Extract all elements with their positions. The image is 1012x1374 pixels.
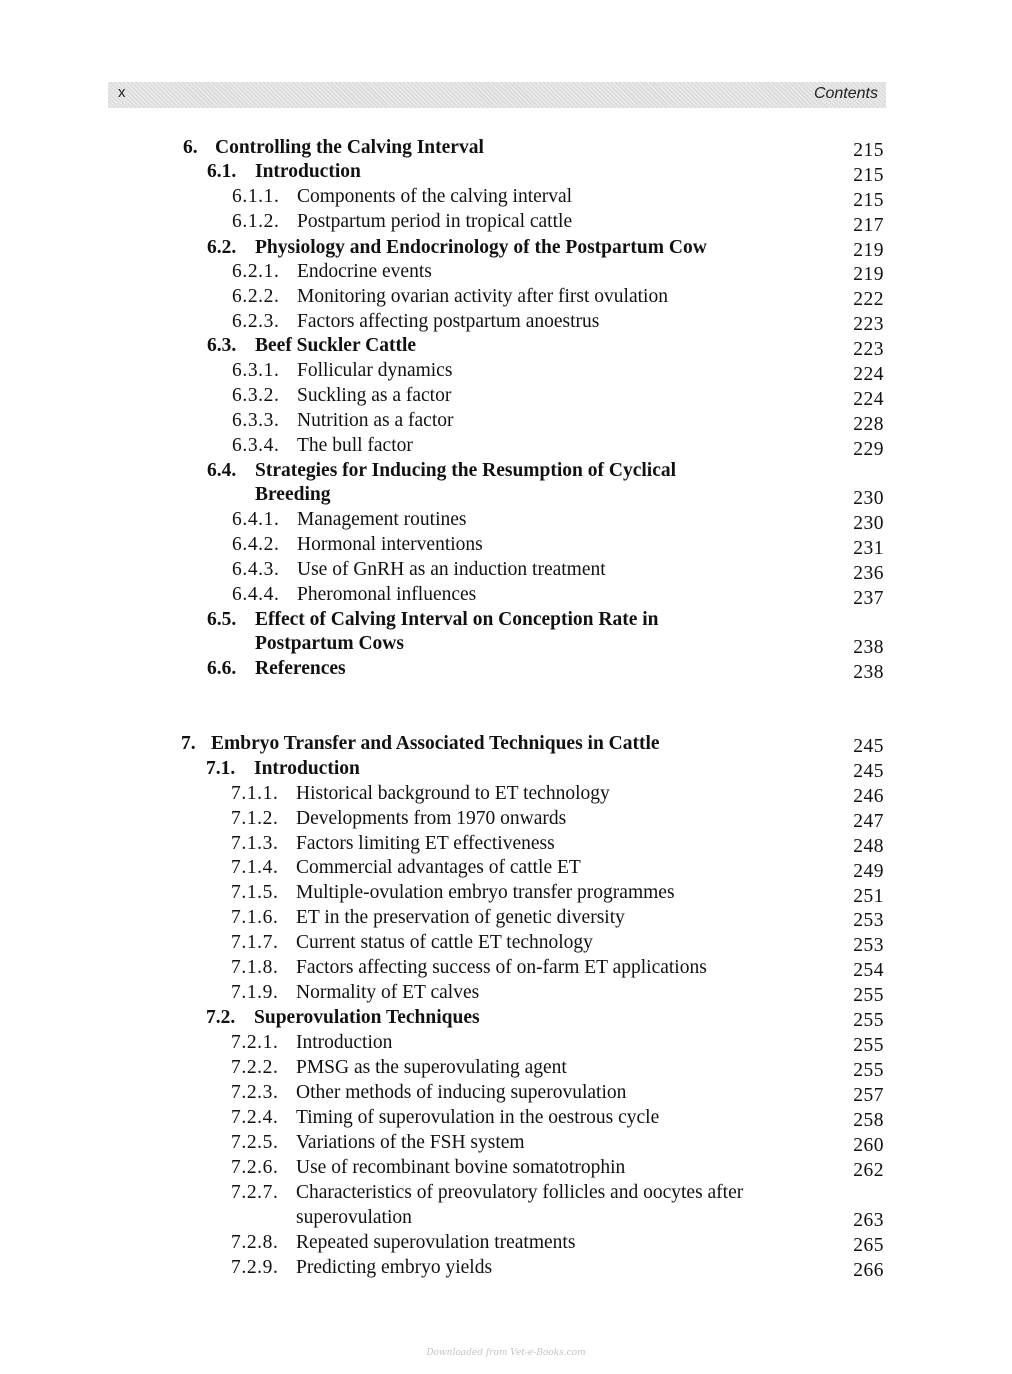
entry-number: 7.1.6. [231,907,279,928]
toc-section[interactable] [206,757,360,781]
toc-subsection[interactable] [232,533,483,557]
page-number: 237 [853,588,884,609]
entry-number: 6.2.2. [232,286,280,307]
page-number: 231 [853,538,884,559]
entry-number: 6.3. [207,335,237,356]
page-number: 255 [853,1010,884,1031]
toc-subsection[interactable] [231,832,555,856]
entry-number: 7.1.3. [231,833,279,854]
entry-title: Hormonal interventions [297,534,483,555]
entry-title: Pheromonal influences [297,584,477,605]
toc-subsection[interactable] [232,285,668,309]
page-number: 253 [853,910,884,931]
entry-number: 7.2.7. [231,1182,279,1203]
entry-title: Postpartum period in tropical cattle [297,211,573,232]
toc-section[interactable] [207,334,416,358]
entry-number: 7.2.5. [231,1132,279,1153]
toc-subsection[interactable] [232,310,599,334]
entry-title-continuation: superovulation [296,1207,412,1228]
page-number: 236 [853,563,884,584]
entry-number: 6.1.2. [232,211,280,232]
toc-subsection[interactable] [232,359,452,383]
toc-subsection[interactable] [232,434,413,458]
toc-chapter[interactable] [181,732,660,756]
entry-number: 7.1.1. [231,783,279,804]
entry-number: 6.2.1. [232,261,280,282]
entry-number: 7.1.2. [231,808,279,829]
toc-subsection[interactable] [232,210,572,234]
entry-title: Strategies for Inducing the Resumption of Cyclical [255,460,677,481]
entry-number: 7.2.3. [231,1082,279,1103]
toc-subsection[interactable] [231,1156,625,1180]
page-number: 255 [853,1060,884,1081]
page-number: 253 [853,935,884,956]
toc-subsection[interactable] [232,558,606,582]
entry-title: Other methods of inducing superovulation [296,1082,627,1103]
page-number: 229 [853,439,884,460]
page-numeral: x [118,84,126,101]
page-number: 245 [853,736,884,757]
entry-title: Effect of Calving Interval on Conception Rate in [255,609,659,630]
page-number: 222 [853,289,884,310]
entry-title: Factors affecting postpartum anoestrus [297,311,600,332]
entry-title: Developments from 1970 onwards [296,808,567,829]
page-number: 230 [853,488,884,509]
entry-number: 7.2.1. [231,1032,279,1053]
page-number: 228 [853,414,884,435]
page-number: 258 [853,1110,884,1131]
page-number: 248 [853,836,884,857]
toc-subsection[interactable] [231,856,581,880]
entry-title: Controlling the Calving Interval [215,137,484,158]
entry-title: Nutrition as a factor [297,410,454,431]
page-number: 246 [853,786,884,807]
running-head: Contents [813,85,878,102]
page-number: 265 [853,1235,884,1256]
entry-number: 6.2. [207,237,237,258]
entry-title: Repeated superovulation treatments [296,1232,576,1253]
page-number: 262 [853,1160,884,1181]
toc-subsection[interactable] [232,409,454,433]
entry-title-continuation: Postpartum Cows [255,633,404,654]
entry-number: 6.4. [207,460,237,481]
page-number: 215 [853,190,884,211]
entry-number: 6. [183,137,198,158]
entry-title: Suckling as a factor [297,385,452,406]
toc-subsection[interactable] [231,1131,525,1155]
entry-number: 6.3.1. [232,360,280,381]
entry-title: Management routines [297,509,467,530]
toc-subsection[interactable] [232,583,476,607]
toc-subsection[interactable] [231,1256,492,1280]
entry-number: 6.4.4. [232,584,280,605]
page-number: 230 [853,513,884,534]
toc-subsection[interactable] [231,931,593,955]
entry-number: 7.1.7. [231,932,279,953]
page-number: 219 [853,240,884,261]
page-number: 238 [853,637,884,658]
page-number: 217 [853,215,884,236]
entry-title: Monitoring ovarian activity after first ovulation [297,286,668,307]
entry-number: 7. [181,733,196,754]
entry-number: 7.2.4. [231,1107,279,1128]
toc-subsection[interactable] [231,981,479,1005]
entry-number: 6.1.1. [232,186,280,207]
page-number: 238 [853,662,884,683]
entry-title: Follicular dynamics [297,360,453,381]
entry-number: 6.3.3. [232,410,280,431]
entry-number: 7.2.2. [231,1057,279,1078]
toc-subsection[interactable] [232,185,572,209]
page-number: 215 [853,165,884,186]
page-number: 263 [853,1210,884,1231]
toc-section[interactable] [207,160,361,184]
entry-number: 7.2.6. [231,1157,279,1178]
entry-title: Characteristics of preovulatory follicles and oocytes after [296,1182,744,1203]
entry-number: 6.4.2. [232,534,280,555]
entry-title: Timing of superovulation in the oestrous cycle [296,1107,660,1128]
page-number: 223 [853,314,884,335]
entry-number: 6.5. [207,609,237,630]
toc-subsection[interactable] [231,1056,567,1080]
entry-number: 7.1.8. [231,957,279,978]
entry-title: Embryo Transfer and Associated Techniques in Cattle [211,733,660,754]
toc-subsection[interactable] [231,881,675,905]
entry-number: 6.3.4. [232,435,280,456]
entry-title: Components of the calving interval [297,186,573,207]
page-number: 266 [853,1260,884,1281]
entry-number: 7.2.9. [231,1257,279,1278]
toc-section[interactable] [207,608,659,632]
toc-subsection[interactable] [231,1231,575,1255]
running-header [108,82,886,108]
watermark-text: Downloaded from Vet-e-Books.com [426,1348,586,1358]
entry-title: Use of recombinant bovine somatotrophin [296,1157,626,1178]
page-number: 249 [853,861,884,882]
toc-subsection[interactable] [232,508,467,532]
page-number: 257 [853,1085,884,1106]
entry-title: Historical background to ET technology [296,783,610,804]
entry-number: 6.1. [207,161,237,182]
entry-title: Introduction [254,758,360,779]
entry-number: 6.2.3. [232,311,280,332]
toc-subsection[interactable] [231,956,707,980]
toc-subsection[interactable] [231,906,625,930]
toc-subsection[interactable] [231,807,566,831]
page-number: 247 [853,811,884,832]
entry-number: 6.3.2. [232,385,280,406]
entry-title: Multiple-ovulation embryo transfer programmes [296,882,675,903]
entry-number: 7.1.9. [231,982,279,1003]
toc-chapter[interactable] [183,136,484,160]
toc-subsection[interactable] [232,260,432,284]
page-number: 224 [853,389,884,410]
entry-title: ET in the preservation of genetic diversity [296,907,625,928]
entry-number: 7.1. [206,758,236,779]
entry-title: Introduction [255,161,361,182]
page-number: 254 [853,960,884,981]
entry-number: 7.2.8. [231,1232,279,1253]
entry-number: 6.6. [207,658,237,679]
toc-subsection[interactable] [231,1181,743,1205]
entry-title: The bull factor [297,435,413,456]
toc-section[interactable] [207,236,707,260]
toc-subsection[interactable] [232,384,451,408]
toc-subsection[interactable] [231,782,610,806]
entry-number: 6.4.1. [232,509,280,530]
entry-title: Commercial advantages of cattle ET [296,857,581,878]
page-number: 255 [853,985,884,1006]
entry-title: Physiology and Endocrinology of the Postpartum Cow [255,237,707,258]
page-number: 260 [853,1135,884,1156]
entry-title: References [255,658,346,679]
entry-title: Factors limiting ET effectiveness [296,833,555,854]
toc-subsection[interactable] [231,1081,626,1105]
page-number: 223 [853,339,884,360]
entry-number: 7.2. [206,1007,236,1028]
page-number: 215 [853,140,884,161]
entry-title: Beef Suckler Cattle [255,335,417,356]
entry-title: Predicting embryo yields [296,1257,493,1278]
page-number: 251 [853,886,884,907]
toc-subsection[interactable] [231,1031,392,1055]
toc-subsection[interactable] [231,1106,659,1130]
page-number: 245 [853,761,884,782]
entry-title: Factors affecting success of on-farm ET applications [296,957,707,978]
entry-title: Introduction [296,1032,393,1053]
page-number: 219 [853,264,884,285]
entry-number: 6.4.3. [232,559,280,580]
toc-section[interactable] [207,459,676,483]
entry-title: Variations of the FSH system [296,1132,525,1153]
entry-number: 7.1.4. [231,857,279,878]
toc-section[interactable] [206,1006,480,1030]
page-number: 224 [853,364,884,385]
page-number: 255 [853,1035,884,1056]
entry-title-continuation: Breeding [255,484,331,505]
entry-title: Use of GnRH as an induction treatment [297,559,606,580]
entry-title: Normality of ET calves [296,982,480,1003]
entry-title: Endocrine events [297,261,432,282]
entry-number: 7.1.5. [231,882,279,903]
entry-title: Superovulation Techniques [254,1007,480,1028]
toc-section[interactable] [207,657,346,681]
entry-title: PMSG as the superovulating agent [296,1057,567,1078]
entry-title: Current status of cattle ET technology [296,932,593,953]
